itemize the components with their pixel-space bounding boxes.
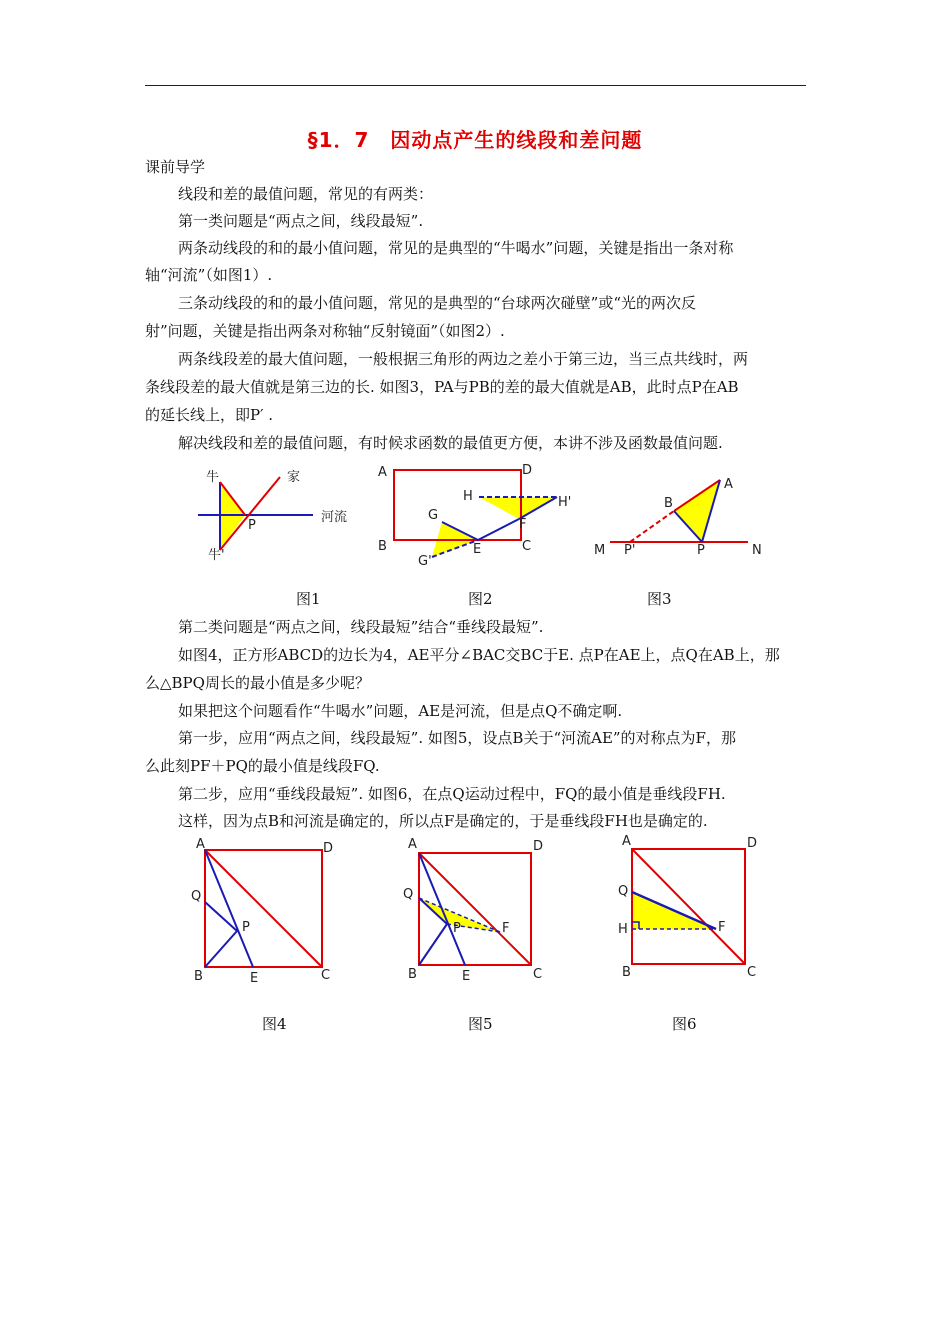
fig2-label-b: B bbox=[378, 539, 387, 554]
fig6-label-f: F bbox=[718, 920, 726, 935]
paragraph-line: 条线段差的最大值就是第三边的长. 如图3，PA与PB的差的最大值就是AB，此时点P在AB bbox=[145, 378, 739, 396]
figure-5 bbox=[400, 838, 550, 988]
figure-1 bbox=[190, 465, 360, 565]
paragraph-line: 轴“河流”（如图1）. bbox=[145, 266, 273, 284]
fig5-bisector-ae bbox=[419, 853, 465, 965]
paragraph-line: 射”问题，关键是指出两条对称轴“反射镜面”（如图2）. bbox=[145, 322, 505, 340]
figure-2-caption: 图2 bbox=[468, 590, 493, 608]
figure-3 bbox=[590, 470, 770, 565]
fig6-label-c: C bbox=[747, 965, 757, 980]
figure-5-caption: 图5 bbox=[468, 1015, 493, 1033]
fig2-label-c: C bbox=[522, 539, 532, 554]
paragraph-line: 第二类问题是“两点之间，线段最短”结合“垂线段最短”. bbox=[178, 618, 544, 636]
paragraph-line: 如图4，正方形ABCD的边长为4，AE平分∠BAC交BC于E. 点P在AE上，点Q在AB上，那 bbox=[178, 646, 780, 664]
paragraph-line: 这样，因为点B和河流是确定的，所以点F是确定的，于是垂线段FH也是确定的. bbox=[178, 812, 708, 830]
fig3-label-a: A bbox=[724, 477, 733, 492]
fig3-label-b: B bbox=[664, 496, 673, 511]
figure-4-caption: 图4 bbox=[262, 1015, 287, 1033]
fig2-label-e: E bbox=[473, 542, 482, 557]
fig5-label-e: E bbox=[462, 969, 471, 984]
fig6-label-a: A bbox=[622, 835, 631, 849]
paragraph-line: 第一步，应用“两点之间，线段最短”. 如图5，设点B关于“河流AE”的对称点为F，那 bbox=[178, 729, 736, 747]
fig4-segment-bp bbox=[205, 931, 237, 967]
fig2-label-g2: G' bbox=[418, 554, 432, 569]
fig5-label-q: Q bbox=[403, 887, 414, 902]
fig2-label-f: F bbox=[519, 517, 527, 532]
fig4-label-c: C bbox=[321, 968, 331, 983]
paragraph-line: 如果把这个问题看作“牛喝水”问题，AE是河流，但是点Q不确定啊. bbox=[178, 702, 623, 720]
fig4-label-p: P bbox=[242, 920, 250, 935]
fig6-label-b: B bbox=[622, 965, 631, 980]
figure-2 bbox=[372, 462, 582, 572]
fig1-label-cow: 牛 bbox=[206, 470, 220, 485]
figure-6-caption: 图6 bbox=[672, 1015, 697, 1033]
fig2-label-a: A bbox=[378, 465, 387, 480]
fig3-label-m: M bbox=[594, 543, 606, 558]
section-label: 课前导学 bbox=[145, 158, 206, 176]
fig4-diagonal-ac bbox=[205, 850, 322, 967]
figure-1-caption: 图1 bbox=[296, 590, 321, 608]
page-title: §1．7 因动点产生的线段和差问题 bbox=[307, 128, 643, 152]
paragraph-line: 么△BPQ周长的最小值是多少呢？ bbox=[145, 674, 370, 692]
fig1-label-home: 家 bbox=[287, 470, 301, 485]
fig6-label-d: D bbox=[747, 836, 758, 851]
fig2-label-h2: H' bbox=[558, 495, 572, 510]
fig4-label-d: D bbox=[323, 841, 334, 856]
fig2-label-g: G bbox=[428, 508, 439, 523]
figure-6 bbox=[615, 835, 775, 985]
fig3-dashed-extension bbox=[630, 511, 674, 542]
paragraph-line: 三条动线段的和的最小值问题，常见的是典型的“台球两次碰壁”或“光的两次反 bbox=[178, 294, 697, 312]
fig3-label-n: N bbox=[752, 543, 762, 558]
fig1-label-p: P bbox=[248, 518, 256, 533]
figure-4 bbox=[188, 838, 338, 988]
fig5-label-b: B bbox=[408, 967, 417, 982]
fig1-label-cow2: 牛' bbox=[208, 548, 225, 563]
fig4-label-e: E bbox=[250, 971, 259, 986]
fig4-label-b: B bbox=[194, 969, 203, 984]
fig5-label-f: F bbox=[502, 921, 510, 936]
fig6-label-q: Q bbox=[618, 884, 629, 899]
figure-3-caption: 图3 bbox=[647, 590, 672, 608]
header-rule bbox=[145, 85, 806, 86]
paragraph-line: 第一类问题是“两点之间，线段最短”. bbox=[178, 212, 424, 230]
fig3-shaded-triangle bbox=[674, 480, 720, 542]
fig5-label-d: D bbox=[533, 839, 544, 854]
fig2-segment-ef bbox=[478, 519, 519, 540]
fig2-label-h: H bbox=[463, 489, 473, 504]
paragraph-line: 么此刻PF＋PQ的最小值是线段FQ. bbox=[145, 757, 380, 775]
fig4-label-a: A bbox=[196, 838, 205, 852]
fig5-label-p: P bbox=[453, 921, 461, 936]
fig5-label-a: A bbox=[408, 838, 417, 852]
fig3-label-p2: P' bbox=[624, 543, 636, 558]
paragraph-line: 的延长线上，即P′ . bbox=[145, 406, 274, 424]
fig3-label-p: P bbox=[697, 543, 705, 558]
fig5-label-c: C bbox=[533, 967, 543, 982]
fig6-label-h: H bbox=[618, 922, 628, 937]
fig4-label-q: Q bbox=[191, 889, 202, 904]
paragraph-line: 两条线段差的最大值问题，一般根据三角形的两边之差小于第三边，当三点共线时，两 bbox=[178, 350, 749, 368]
fig5-segment-bp bbox=[419, 924, 447, 965]
paragraph-line: 线段和差的最值问题，常见的有两类： bbox=[178, 185, 434, 203]
fig2-label-d: D bbox=[522, 463, 533, 478]
paragraph-line: 两条动线段的和的最小值问题，常见的是典型的“牛喝水”问题，关键是指出一条对称 bbox=[178, 239, 734, 257]
paragraph-line: 第二步，应用“垂线段最短”. 如图6，在点Q运动过程中，FQ的最小值是垂线段FH. bbox=[178, 785, 726, 803]
fig2-shaded-triangle-h bbox=[479, 497, 557, 519]
paragraph-line: 解决线段和差的最值问题，有时候求函数的最值更方便，本讲不涉及函数最值问题. bbox=[178, 434, 723, 452]
fig1-label-river: 河流 bbox=[321, 510, 348, 525]
